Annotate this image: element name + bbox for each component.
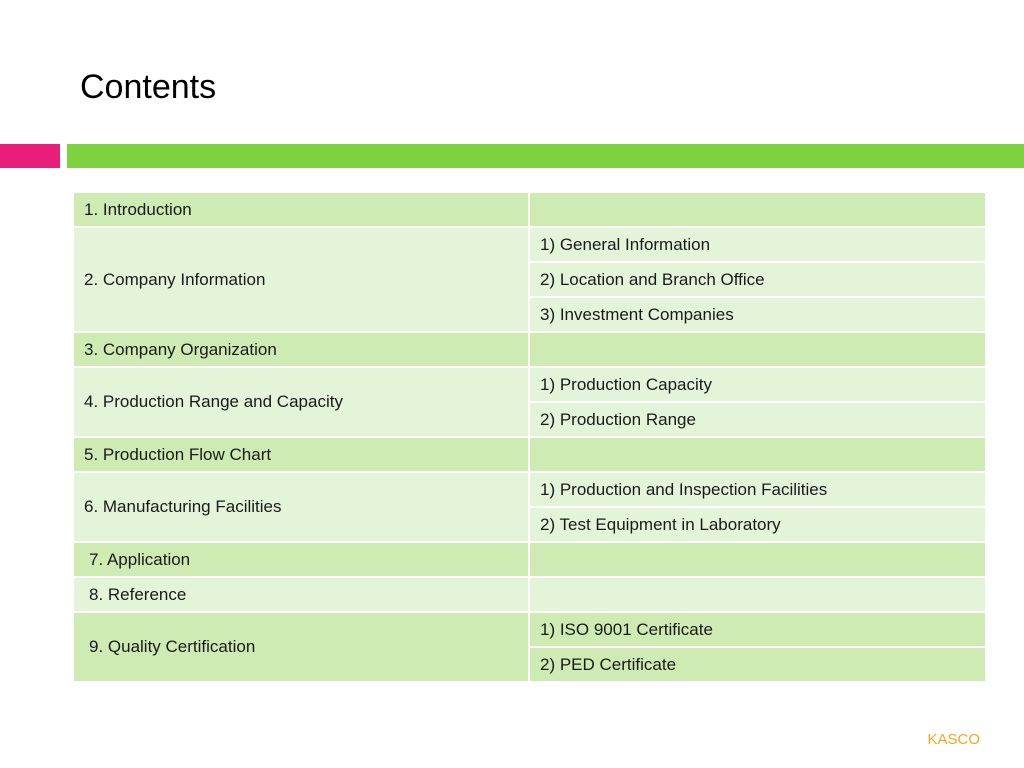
toc-subsection-label: 1) Production Capacity <box>529 367 986 402</box>
toc-section-label: 6. Manufacturing Facilities <box>73 472 529 542</box>
footer-brand: KASCO <box>927 731 980 748</box>
toc-section-label: 5. Production Flow Chart <box>73 437 529 472</box>
toc-empty-cell <box>529 577 986 612</box>
toc-empty-cell <box>529 192 986 227</box>
toc-row <box>73 542 986 577</box>
toc-row <box>73 577 986 612</box>
toc-subsection-label: 1) ISO 9001 Certificate <box>529 612 986 647</box>
toc-row <box>73 227 986 262</box>
slide-title: Contents <box>80 68 217 106</box>
toc-row <box>73 472 986 507</box>
toc-row <box>73 612 986 647</box>
toc-subsection-label: 1) Production and Inspection Facilities <box>529 472 986 507</box>
toc-section-label: 7. Application <box>73 542 529 577</box>
toc-subsection-label: 2) PED Certificate <box>529 647 986 682</box>
toc-section-label: 4. Production Range and Capacity <box>73 367 529 437</box>
toc-empty-cell <box>529 542 986 577</box>
toc-row <box>73 367 986 402</box>
toc-row <box>73 192 986 227</box>
toc-row <box>73 332 986 367</box>
toc-section-label: 3. Company Organization <box>73 332 529 367</box>
toc-section-label: 9. Quality Certification <box>73 612 529 682</box>
toc-subsection-label: 3) Investment Companies <box>529 297 986 332</box>
toc-subsection-label: 2) Test Equipment in Laboratory <box>529 507 986 542</box>
toc-row <box>73 437 986 472</box>
accent-bar-pink <box>0 144 60 168</box>
toc-section-label: 2. Company Information <box>73 227 529 332</box>
toc-empty-cell <box>529 437 986 472</box>
toc-section-label: 1. Introduction <box>73 192 529 227</box>
contents-table <box>72 191 987 683</box>
accent-bar-green <box>67 144 1024 168</box>
toc-section-label: 8. Reference <box>73 577 529 612</box>
toc-subsection-label: 1) General Information <box>529 227 986 262</box>
toc-empty-cell <box>529 332 986 367</box>
toc-subsection-label: 2) Production Range <box>529 402 986 437</box>
toc-subsection-label: 2) Location and Branch Office <box>529 262 986 297</box>
